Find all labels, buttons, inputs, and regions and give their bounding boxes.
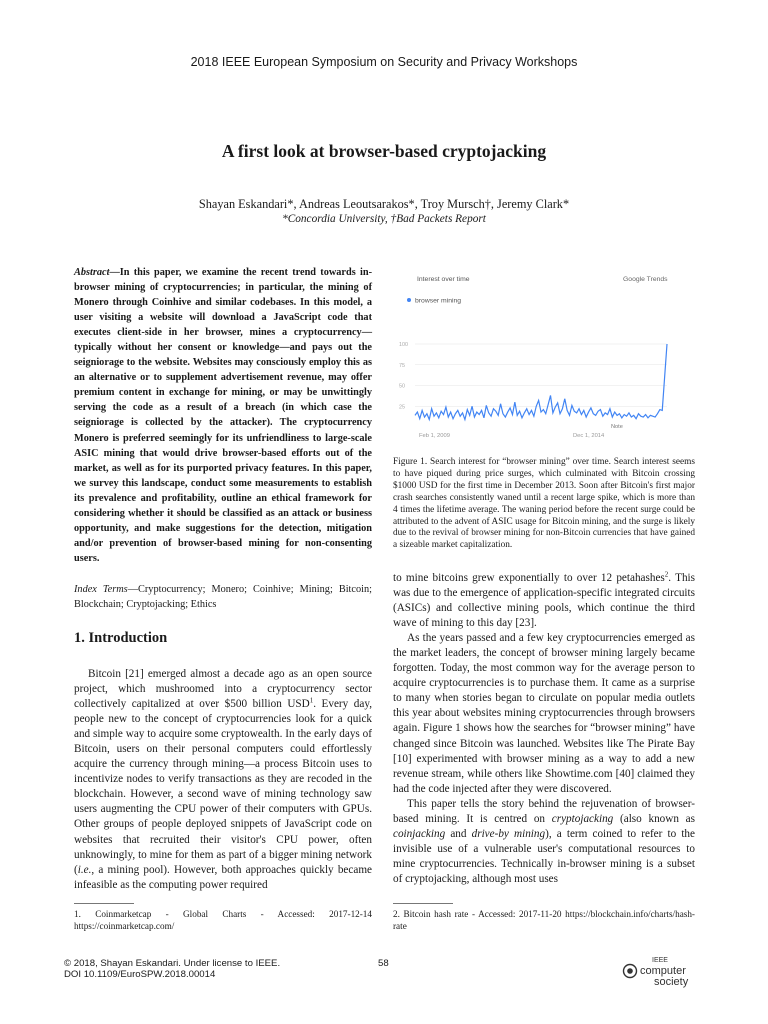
ieee-logo-icon bbox=[620, 954, 710, 988]
intro-text-b: . Every day, people new to the concept of cryptocurrencies look for a quick and simple way to acquire some cryptowealth. In the early days of Bitcoin, users on their personal computers could effortlessly acquire the currency through mining—a process Bitcoin uses to incentivize nodes to verify transactions as they are recoded in the blockchain. However, a second wave of mining technology saw users augmenting the CPU power of their computers with GPUs. Other groups of people deployed snippets of JavaScript code on websites that recruited their visitor's CPU power, often unknowingly, to mine for them as part of a bigger mining network ( bbox=[74, 698, 373, 876]
paper-authors: Shayan Eskandari*, Andreas Leoutsarakos*, Troy Mursch†, Jeremy Clark* bbox=[198, 197, 570, 211]
logo-society-text: society bbox=[654, 976, 689, 988]
abstract-text: —In this paper, we examine the recent trend towards in-browser mining of cryptocurrencies; in particular, the mining of Monero through Coinhive and similar codebases. In this model, a user visiting a website will download a JavaScript code that executes client-side in her browser, mines a cryptocurrency—typically without her consent or knowledge—and pays out the seigniorage to the website. Websites may consciously employ this as an alternative or to supplement advertisement revenue, may offer premium content in exchange for mining, or may be unwittingly serving the code as a result of a breach (in which case the seigniorage is collected by the attacker). The cryptocurrency Monero is preferred seemingly for its unfriendliness to large-scale ASIC mining that would drive browser-based efforts out of the market, as well as for its purported privacy features. In this paper, we survey this landscape, conduct some measurements to establish its prevalence and profitability, outline an ethical framework for considering whether it should be classified as an attack or business opportunity, and make suggestions for the detection, mitigation and/or prevention of browser-based mining for non-consenting users. bbox=[74, 267, 372, 564]
y-tick-label-25: 25 bbox=[399, 404, 405, 411]
x-tick-label-1: Feb 1, 2009 bbox=[419, 433, 450, 439]
page-number: 58 bbox=[378, 958, 389, 969]
right-p3-a: This paper tells the story behind the rejuvenation of browser-based mining. It is centred on bbox=[393, 797, 695, 825]
figure-caption: Figure 1. Search interest for “browser mining” over time. Search interest seems to have piqued during price surges, which culminated with Bitcoin crossing $1000 USD for the first time in December 2013. Soon after Bitcoin's first major crash searches consistently waned until a recent large spike, which is more than 4 times the lifetime average. The waning period before the recent surge could be attributed to the advent of ASIC usage for Bitcoin mining, and the surge is likely due to the revival of browser mining for non-Bitcoin currencies that have gained a sizeable market capitalization. bbox=[393, 457, 695, 551]
term-drive-by-mining: drive-by mining bbox=[471, 827, 546, 840]
footnote-ref-2: 2 bbox=[664, 570, 669, 579]
footnote-rule-right bbox=[393, 903, 453, 904]
doi-line: DOI 10.1109/EuroSPW.2018.00014 bbox=[64, 969, 216, 980]
logo-ieee-text: IEEE bbox=[652, 957, 668, 964]
index-terms-text: —Cryptocurrency; Monero; Coinhive; Mining; Bitcoin; Blockchain; Cryptojacking; Ethics bbox=[74, 584, 372, 610]
series-line-browser-mining bbox=[415, 344, 667, 420]
right-p3-c: and bbox=[445, 827, 472, 840]
copyright-line: © 2018, Shayan Eskandari. Under license to IEEE. bbox=[64, 958, 281, 969]
ieee-computer-society-logo bbox=[620, 954, 710, 988]
term-coinjacking: coinjacking bbox=[393, 827, 446, 840]
chart-title: Interest over time bbox=[417, 276, 470, 283]
intro-paragraph-right-3 bbox=[393, 797, 695, 887]
copyright-notice bbox=[64, 958, 280, 980]
intro-text-a: Bitcoin [21] emerged almost a decade ago as an open source project, which mushroomed into a cryptocurrency sector collectively capitalized at over $500 billion USD bbox=[74, 668, 372, 711]
term-cryptojacking: cryptojacking bbox=[551, 812, 614, 825]
footnote-rule-left bbox=[74, 903, 134, 904]
logo-computer-text: computer bbox=[640, 965, 686, 977]
y-tick-label-75: 75 bbox=[399, 362, 405, 369]
intro-text-c: , a mining pool). However, both approaches quickly became infeasible as the computing power required bbox=[74, 863, 372, 891]
intro-paragraph-right-2: As the years passed and a few key cryptocurrencies emerged as the market leaders, the concept of browser mining largely became forgotten. Today, the most common way for the average person to acquire cryptocurrencies is to purchase them. It came as a surprise to many when stories began to circulate on popular media outlets this year about websites mining cryptocurrencies through browsers again. Figure 1 shows how the searches for “browser mining” have changed since Bitcoin was launched. Websites like The Pirate Bay [10] experimented with browser mining as a way to add a new revenue stream, while others like Showtime.com [40] claimed they had the code injected after they were discovered. bbox=[393, 632, 695, 795]
paper-title: A first look at browser-based cryptojacking bbox=[221, 141, 547, 161]
section-heading-introduction: 1. Introduction bbox=[74, 630, 168, 646]
google-trends-logo: Google Trends bbox=[623, 276, 668, 283]
right-p3-d: ), a term coined to refer to the invisible use of a vulnerable user's computational resources to mine cryptocurrencies. Technically in-browser mining is a subset of cryptojacking, although most uses bbox=[393, 827, 695, 885]
trends-chart-svg bbox=[393, 262, 695, 447]
index-terms bbox=[74, 583, 372, 612]
conference-header: 2018 IEEE European Symposium on Security and Privacy Workshops bbox=[190, 55, 578, 69]
legend-series-name: browser mining bbox=[415, 297, 462, 305]
intro-right-column bbox=[393, 571, 695, 887]
paper-affiliations: *Concordia University, †Bad Packets Report bbox=[282, 213, 486, 225]
intro-paragraph-left bbox=[74, 667, 372, 893]
abstract bbox=[74, 265, 372, 566]
y-tick-label-50: 50 bbox=[399, 383, 405, 390]
x-tick-label-2: Dec 1, 2014 bbox=[573, 433, 605, 439]
chart-grid bbox=[399, 342, 667, 410]
footnote-2: 2. Bitcoin hash rate - Accessed: 2017-11-20 https://blockchain.info/charts/hash-rate bbox=[393, 909, 695, 931]
footnote-1: 1. Coinmarketcap - Global Charts - Accessed: 2017-12-14 https://coinmarketcap.com/ bbox=[74, 909, 372, 931]
y-tick-label-100: 100 bbox=[399, 342, 408, 348]
abstract-label: Abstract bbox=[74, 267, 110, 278]
legend-marker bbox=[407, 298, 411, 302]
intro-ie: i.e. bbox=[77, 863, 92, 876]
trends-chart bbox=[393, 262, 695, 447]
right-p3-b: (also known as bbox=[613, 812, 695, 825]
footnote-ref-1: 1 bbox=[309, 696, 314, 705]
intro-paragraph-right-1 bbox=[393, 571, 695, 631]
right-p1-b: . This was due to the emergence of application-specific integrated circuits (ASICs) and collective mining pools, which continue the third wave of mining to this day [23]. bbox=[393, 572, 696, 630]
chart-note: Note bbox=[611, 424, 623, 430]
index-terms-label: Index Terms bbox=[74, 584, 128, 595]
right-p1-a: to mine bitcoins grew exponentially to over 12 petahashes bbox=[393, 572, 665, 584]
